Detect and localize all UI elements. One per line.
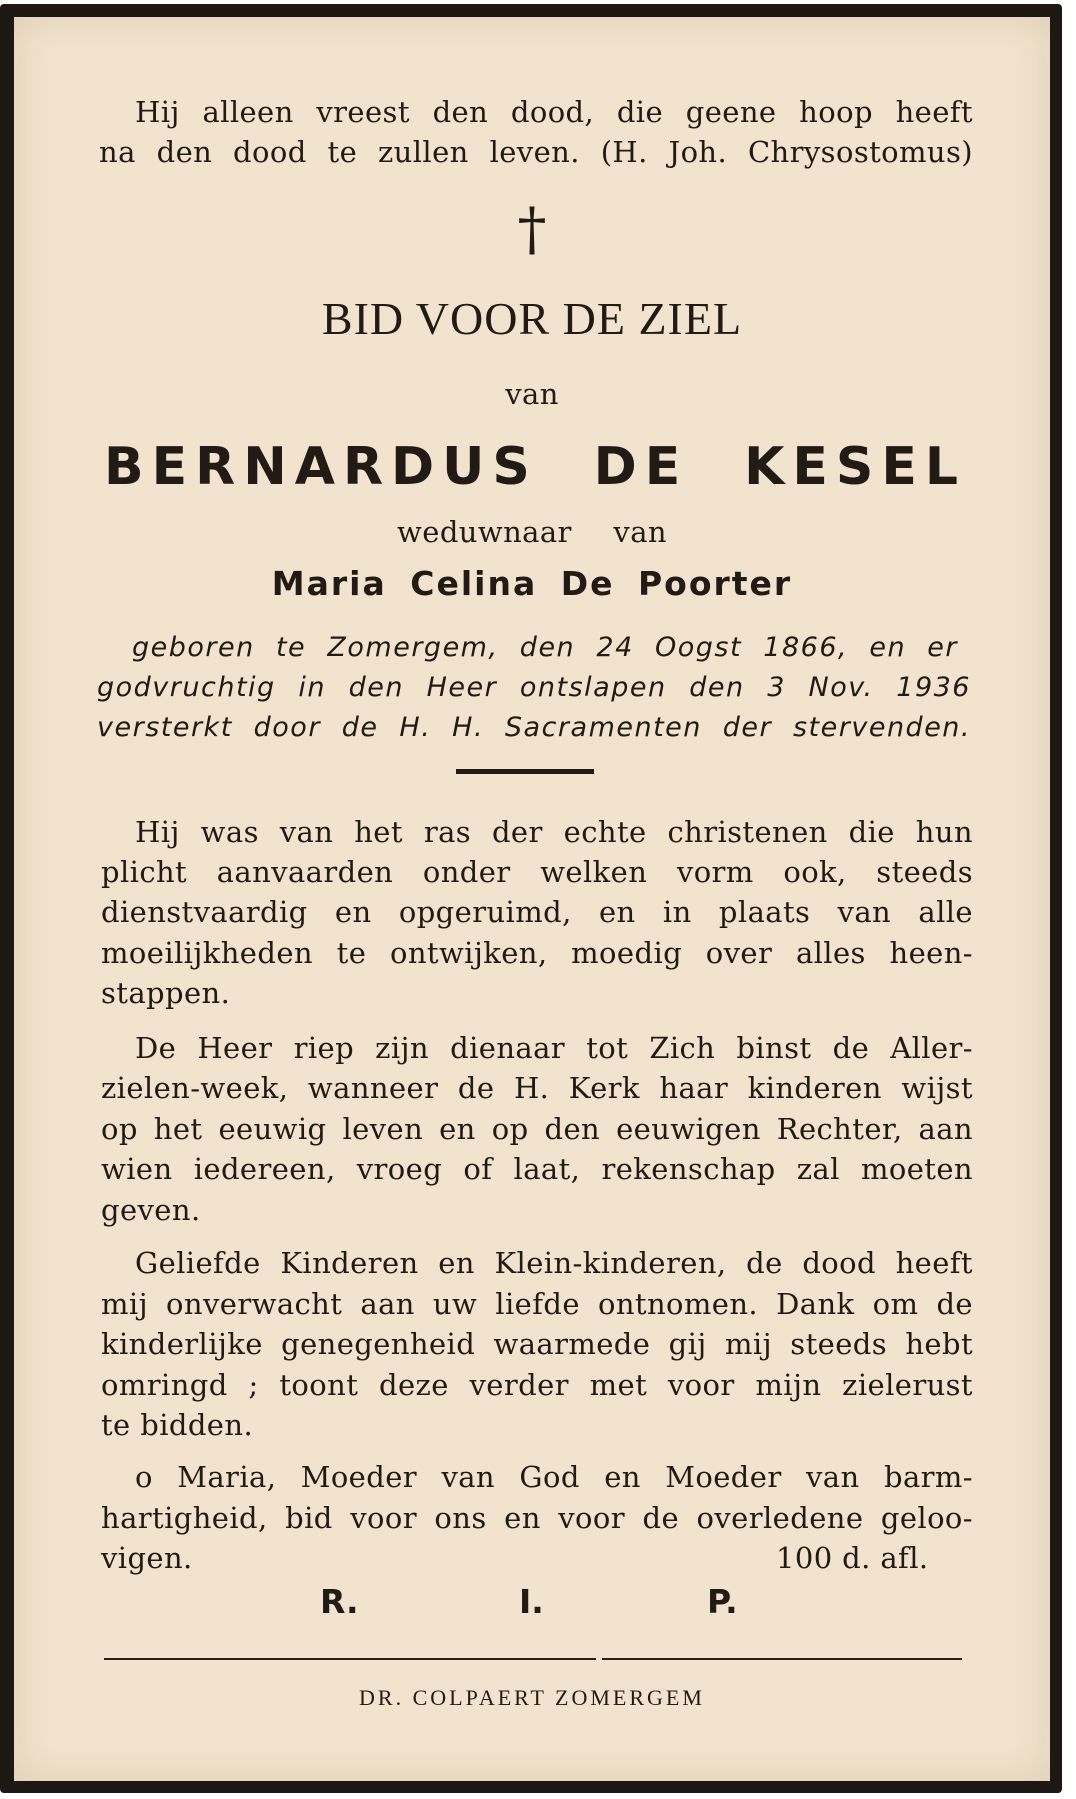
rip-p: P. xyxy=(707,1582,738,1621)
paragraph3-line-4: omringd ; toont deze verder met voor mijn zielerust xyxy=(101,1368,973,1402)
paragraph2-line-2: zielen-week, wanneer de H. Kerk haar kinderen wijst xyxy=(101,1071,973,1105)
paragraph3-line-3: kinderlijke genegenheid waarmede gij mij steeds hebt xyxy=(101,1327,973,1361)
printer-imprint: DR. COLPAERT ZOMERGEM xyxy=(359,1685,705,1710)
memorial-card xyxy=(14,17,1050,1781)
quote-line-1: Hij alleen vreest den dood, die geene hoop heeft xyxy=(135,95,973,129)
indulgence: 100 d. afl. xyxy=(776,1541,929,1575)
van-label: van xyxy=(505,377,559,411)
paragraph2-line-5: geven. xyxy=(101,1193,201,1227)
rip-r: R. xyxy=(320,1582,359,1621)
paragraph3-line-5: te bidden. xyxy=(101,1408,254,1442)
paragraph2-line-1: De Heer riep zijn dienaar tot Zich binst de Aller- xyxy=(135,1031,973,1065)
paragraph2-line-4: wien iedereen, vroeg of laat, rekenschap zal moeten xyxy=(101,1152,973,1186)
deceased-name: BERNARDUS DE KESEL xyxy=(104,437,966,497)
memorial-card-frame xyxy=(0,4,1062,1793)
spouse-name: Maria Celina De Poorter xyxy=(271,564,793,603)
bottom-rule-right xyxy=(602,1658,962,1660)
paragraph3-line-1: Geliefde Kinderen en Klein-kinderen, de dood heeft xyxy=(135,1246,973,1280)
paragraph1-line-5: stappen. xyxy=(101,976,231,1010)
paragraph4-line-1: o Maria, Moeder van God en Moeder van barm- xyxy=(135,1460,973,1494)
divider-rule xyxy=(456,769,594,774)
birth-death-line-2: godvruchtig in den Heer ontslapen den 3 Nov. 1936 xyxy=(97,672,971,703)
heading: BID VOOR DE ZIEL xyxy=(321,293,743,344)
paragraph1-line-2: plicht aanvaarden onder welken vorm ook, steeds xyxy=(101,855,973,889)
cross-icon: † xyxy=(517,195,547,263)
paragraph4-line-3: vigen. xyxy=(101,1541,193,1575)
rip-i: I. xyxy=(519,1582,544,1621)
paragraph3-line-2: mij onverwacht aan uw liefde ontnomen. Dank om de xyxy=(101,1287,973,1321)
paragraph1-line-4: moeilijkheden te ontwijken, moedig over alles heen- xyxy=(101,936,973,970)
paragraph2-line-3: op het eeuwig leven en op den eeuwigen Rechter, aan xyxy=(101,1112,973,1146)
paragraph1-line-1: Hij was van het ras der echte christenen die hun xyxy=(135,815,973,849)
paragraph4-line-2: hartigheid, bid voor ons en voor de overledene geloo- xyxy=(101,1501,973,1535)
bottom-rule-left xyxy=(104,1658,596,1660)
relation-label: weduwnaar van xyxy=(397,515,667,549)
paragraph1-line-3: dienstvaardig en opgeruimd, en in plaats van alle xyxy=(101,895,973,929)
birth-death-line-3: versterkt door de H. H. Sacramenten der stervenden. xyxy=(97,712,971,743)
birth-death-line-1: geboren te Zomergem, den 24 Oogst 1866, en er xyxy=(132,632,958,663)
quote-line-2: na den dood te zullen leven. (H. Joh. Chrysostomus) xyxy=(99,135,973,169)
